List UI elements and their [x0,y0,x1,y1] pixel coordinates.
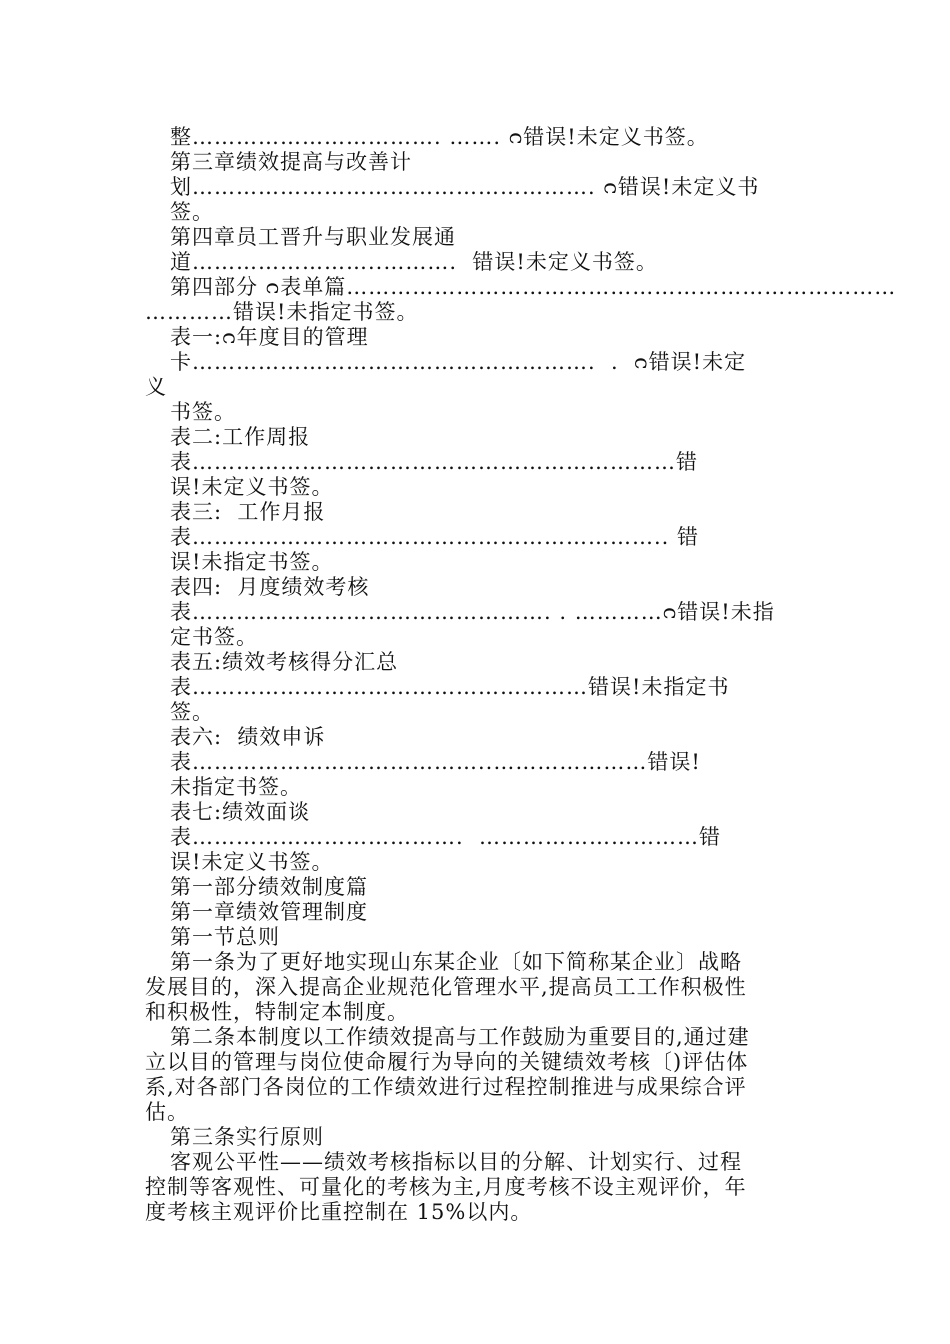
paragraph-line: 和积极性，特制定本制度。 [145,1000,409,1024]
toc-line: 书签。 [170,400,236,424]
toc-line: …………错误!未指定书签。 [145,300,419,324]
toc-line: 第四部分 ᴒ表单篇………………………………………………………………… [170,275,897,299]
toc-line: 表四: 月度绩效考核 [170,575,370,599]
toc-line: 误!未指定书签。 [170,550,334,574]
toc-line: 划………………………………………………. ᴒ错误!未定义书 [170,175,760,199]
paragraph-line: 第一条为了更好地实现山东某企业〔如下简称某企业〕战略 [170,950,742,974]
toc-line: 表七:绩效面谈 [170,800,311,824]
toc-line: 表二:工作周报 [170,425,311,449]
toc-line: 误!未定义书签。 [170,850,334,874]
paragraph-line: 发展目的，深入提高企业规范化管理水平,提高员工工作积极性 [145,975,747,999]
paragraph-line: 度考核主观评价比重控制在 15%以内。 [145,1200,533,1224]
toc-line: 定书签。 [170,625,258,649]
chapter-title: 第一章绩效管理制度 [170,900,368,924]
part-title: 第一部分绩效制度篇 [170,875,368,899]
toc-line: 义 [145,375,167,399]
paragraph-line: 控制等客观性、可量化的考核为主,月度考核不设主观评价，年 [145,1175,747,1199]
toc-line: 表………………………………. …………………………错 [170,825,722,849]
toc-line: 签。 [170,700,214,724]
toc-line: 表五:绩效考核得分汇总 [170,650,399,674]
toc-line: 表…………………………………………. . …………ᴒ错误!未指 [170,600,775,624]
toc-line: 整……………………………. ……. ᴒ错误!未定义书签。 [170,125,709,149]
article-title: 第三条实行原则 [170,1125,324,1149]
toc-line: 表…………………………………………………………错 [170,450,698,474]
toc-line: 未指定书签。 [170,775,302,799]
paragraph-line: 立以目的管理与岗位使命履行为导向的关键绩效考核〔)评估体 [145,1050,749,1074]
toc-line: 表三: 工作月报 [170,500,326,524]
toc-line: 表……………………………………………………….. 错 [170,525,700,549]
toc-line: 第四章员工晋升与职业发展通 [170,225,456,249]
toc-line: 表六: 绩效申诉 [170,725,326,749]
paragraph-line: 客观公平性——绩效考核指标以目的分解、计划实行、过程 [170,1150,742,1174]
paragraph-line: 第二条本制度以工作绩效提高与工作鼓励为重要目的,通过建 [170,1025,750,1049]
toc-line: 第三章绩效提高与改善计 [170,150,412,174]
toc-line: 道……………………..………. 错误!未定义书签。 [170,250,658,274]
paragraph-line: 系,对各部门各岗位的工作绩效进行过程控制推进与成果综合评 [145,1075,747,1099]
toc-line: 签。 [170,200,214,224]
toc-line: 误!未定义书签。 [170,475,334,499]
paragraph-line: 估。 [145,1100,189,1124]
toc-line: 表一:ᴒ年度目的管理 [170,325,369,349]
section-title: 第一节总则 [170,925,280,949]
toc-line: 表…………………………………..…………………错误! [170,750,701,774]
toc-line: 表………………………………………………错误!未指定书 [170,675,730,699]
toc-line: 卡………………………………………………. . ᴒ错误!未定 [170,350,747,374]
